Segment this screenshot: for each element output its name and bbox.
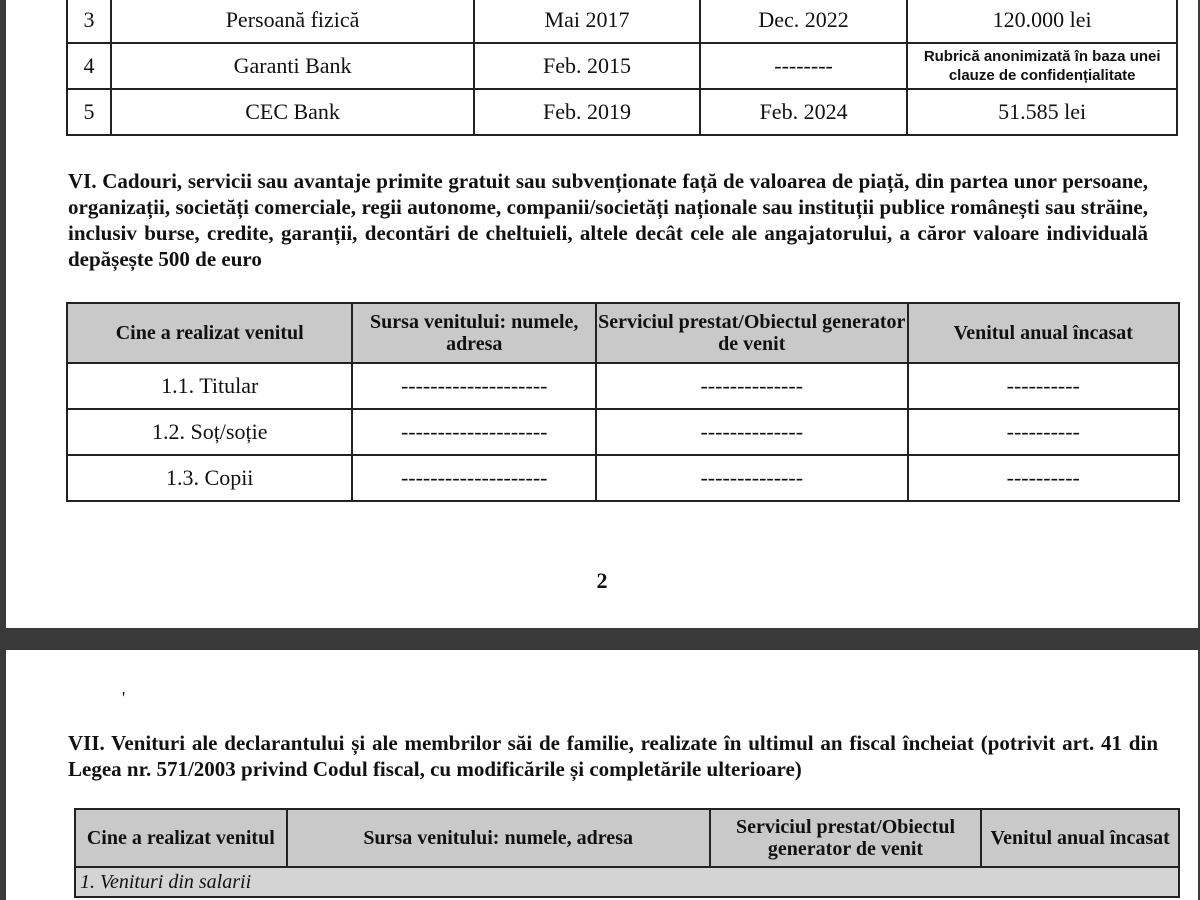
table-header-row [75, 809, 1179, 867]
document-page-2 [6, 0, 1198, 628]
column-header: Venitul anual încasat [908, 303, 1179, 363]
end-date: -------- [700, 43, 908, 89]
gifts-table [66, 302, 1180, 502]
column-header: Sursa venitului: numele, adresa [352, 303, 596, 363]
table-row [67, 0, 1177, 43]
table-subheader-row [75, 867, 1179, 897]
salary-income-subheader: 1. Venituri din salarii [75, 867, 1179, 897]
table-row [67, 455, 1179, 501]
amount: 120.000 lei [907, 0, 1177, 43]
column-header: Venitul anual încasat [981, 809, 1179, 867]
section-vii-heading: VII. Venituri ale declarantului și ale membrilor săi de familie, realizate în ultimul an fiscal încheiat (potrivit art. 41 din Legea nr. 571/2003 privind Codul fiscal, cu modificările și completările ulterioare) [68, 731, 1158, 781]
end-date: Feb. 2024 [700, 89, 908, 135]
section-vi-heading: VI. Cadouri, servicii sau avantaje primite gratuit sau subvenționate față de valoarea de piață, din partea unor persoane, organizații, societăți comerciale, regii autonome, companii/societăți naționale sau instituții publice românești sau străine, inclusiv burse, credite, garanții, decontări de cheltuieli, altele decât cele ale angajatorului, a căror valoare individuală depășește 500 de euro [68, 169, 1148, 271]
table-row [67, 89, 1177, 135]
table-row [67, 43, 1177, 89]
table-row [67, 409, 1179, 455]
institution-table [66, 0, 1178, 136]
column-header: Serviciul prestat/Obiectul generator de venit [596, 303, 908, 363]
service-cell: -------------- [596, 409, 908, 455]
income-table [74, 808, 1180, 898]
column-header: Sursa venitului: numele, adresa [287, 809, 710, 867]
start-date: Feb. 2019 [474, 89, 700, 135]
end-date: Dec. 2022 [700, 0, 908, 43]
document-page-3 [6, 650, 1198, 900]
who-cell: 1.1. Titular [67, 363, 352, 409]
service-cell: -------------- [596, 455, 908, 501]
anonymized-note: Rubrică anonimizată în baza unei clauze de confidențialitate [907, 43, 1177, 89]
table-header-row [67, 303, 1179, 363]
income-cell: ---------- [908, 455, 1179, 501]
institution-name: Garanti Bank [111, 43, 474, 89]
row-number: 5 [67, 89, 111, 135]
who-cell: 1.3. Copii [67, 455, 352, 501]
page-number: 2 [596, 568, 608, 593]
source-cell: -------------------- [352, 455, 596, 501]
who-cell: 1.2. Soț/soție [67, 409, 352, 455]
source-cell: -------------------- [352, 409, 596, 455]
column-header: Cine a realizat venitul [67, 303, 352, 363]
column-header: Serviciul prestat/Obiectul generator de venit [710, 809, 982, 867]
row-number: 3 [67, 0, 111, 43]
table-row [67, 363, 1179, 409]
start-date: Feb. 2015 [474, 43, 700, 89]
source-cell: -------------------- [352, 363, 596, 409]
income-cell: ---------- [908, 409, 1179, 455]
start-date: Mai 2017 [474, 0, 700, 43]
institution-name: CEC Bank [111, 89, 474, 135]
service-cell: -------------- [596, 363, 908, 409]
stray-mark: ' [122, 688, 126, 708]
column-header: Cine a realizat venitul [75, 809, 287, 867]
income-cell: ---------- [908, 363, 1179, 409]
institution-name: Persoană fizică [111, 0, 474, 43]
row-number: 4 [67, 43, 111, 89]
amount: 51.585 lei [907, 89, 1177, 135]
